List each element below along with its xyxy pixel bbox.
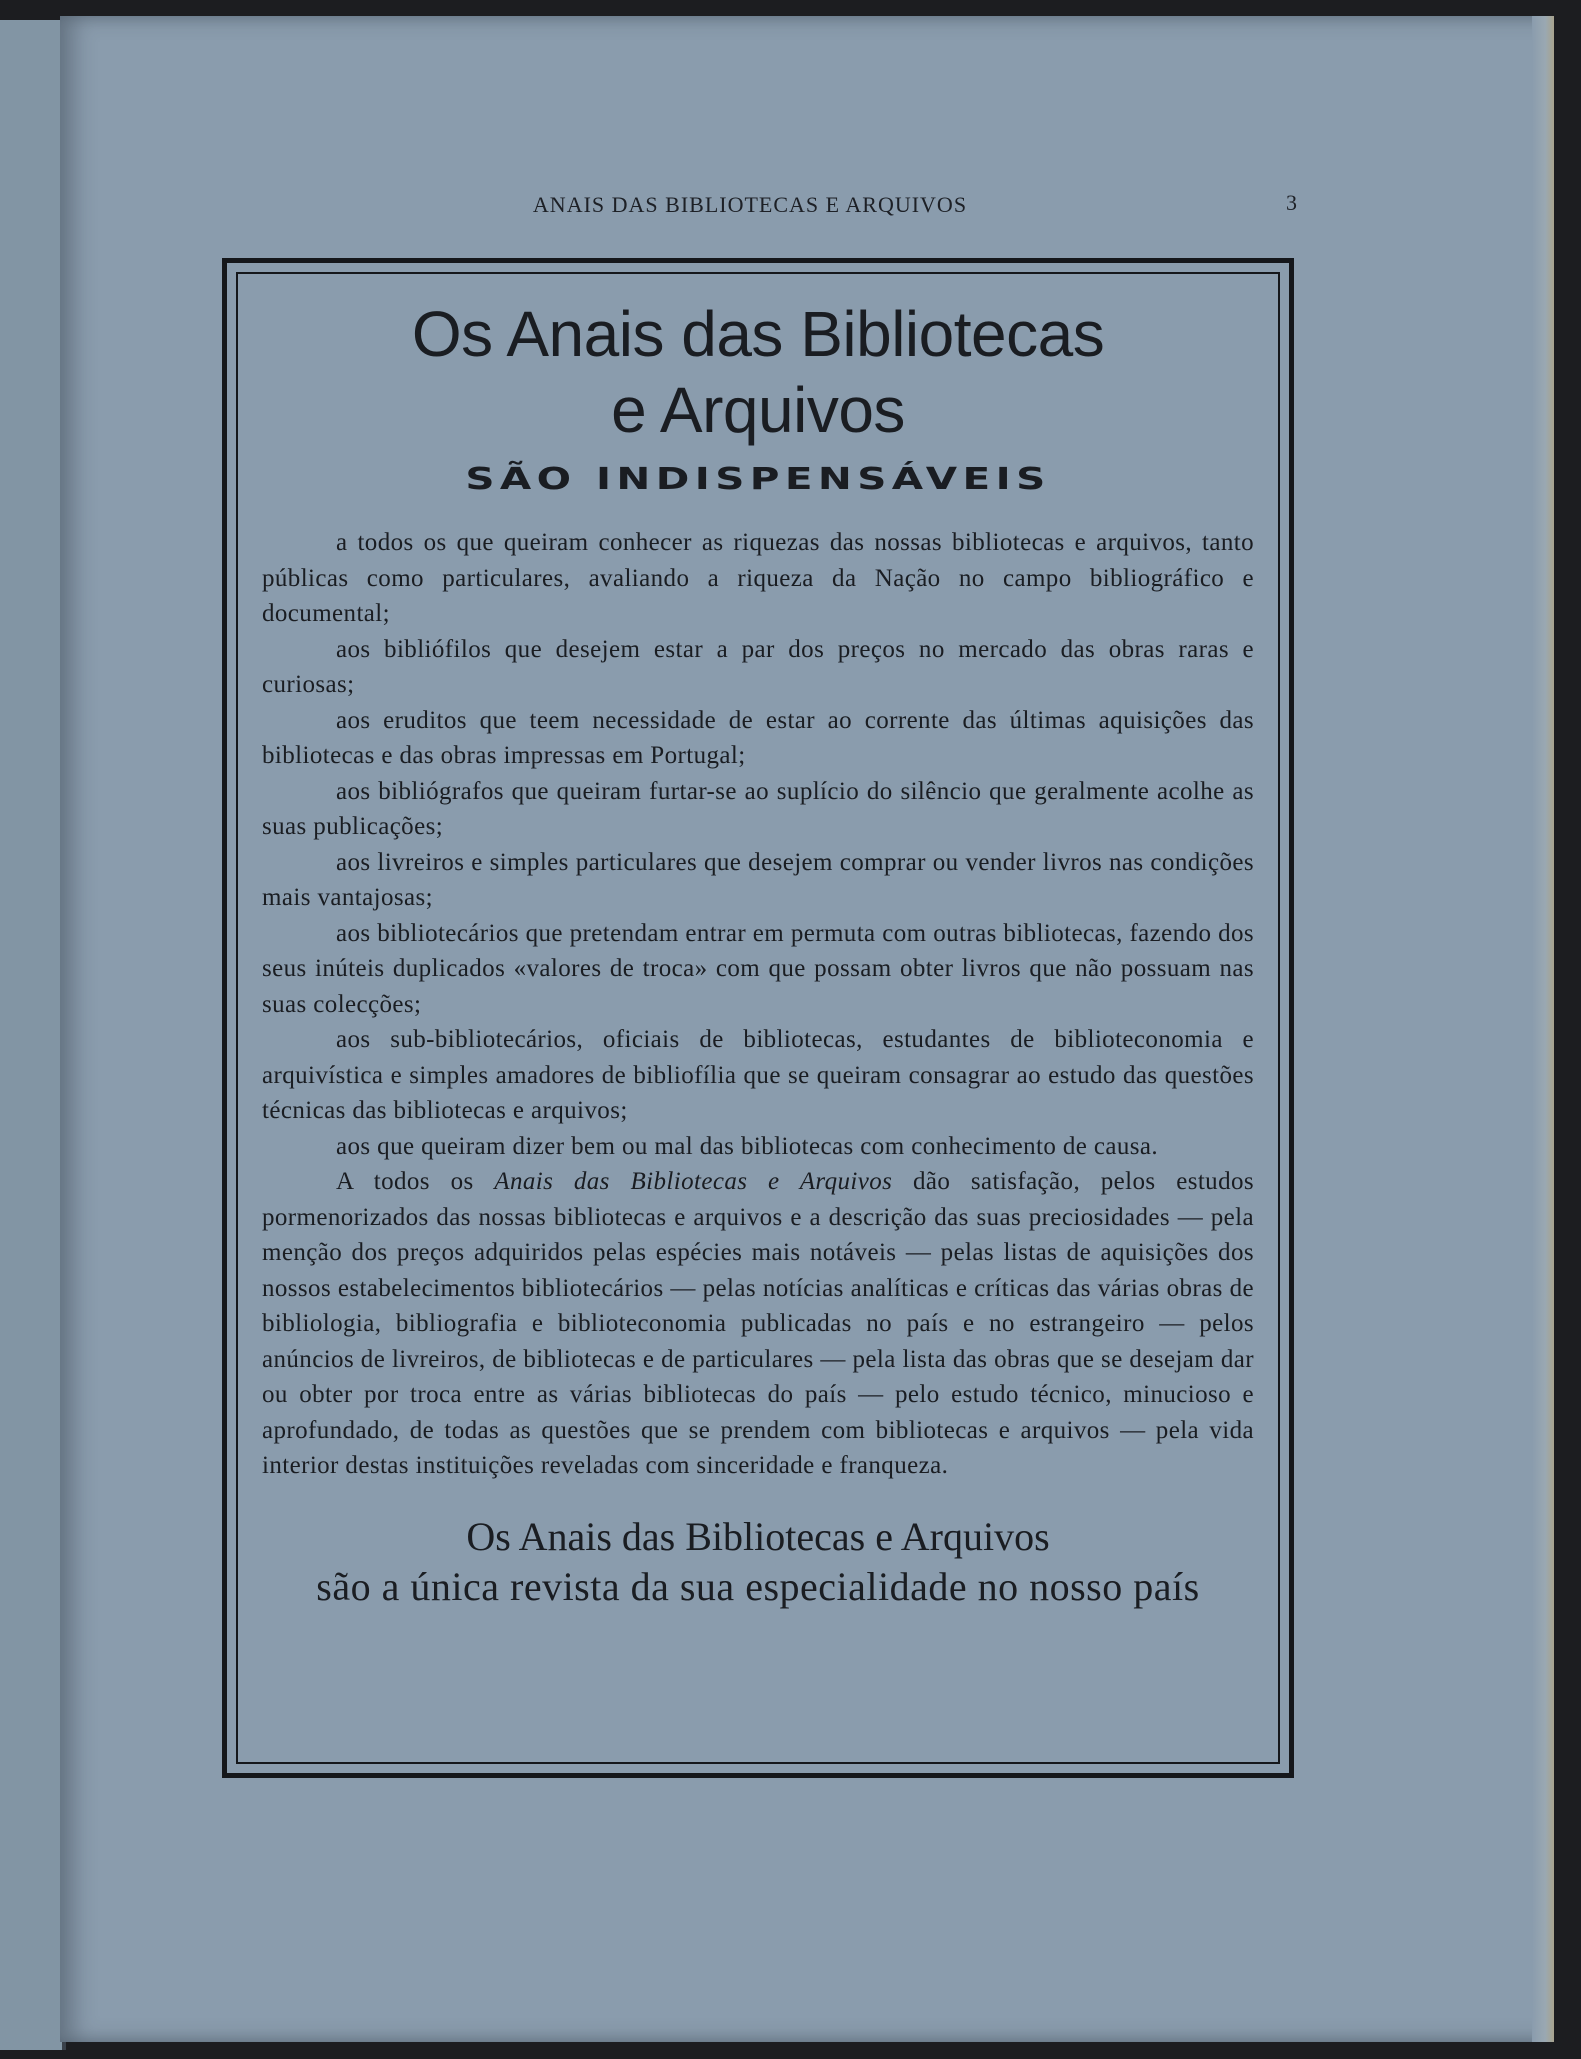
audience-paragraph: aos bibliógrafos que queiram furtar-se ao suplício do silêncio que geralmente acolhe as suas publicações; — [262, 777, 1254, 840]
audience-paragraph: aos que queiram dizer bem ou mal das bibliotecas com conhecimento de causa. — [336, 1132, 1159, 1160]
audience-paragraph: aos livreiros e simples particulares que desejem comprar ou vender livros nas condições mais vantajosas; — [262, 848, 1254, 911]
running-header: ANAIS DAS BIBLIOTECAS E ARQUIVOS — [532, 192, 968, 217]
closing-line1: Os Anais das Bibliotecas e Arquivos — [466, 1513, 1050, 1559]
summary-paragraph — [262, 1164, 1254, 1484]
audience-paragraph: aos eruditos que teem necessidade de estar ao corrente das últimas aquisições das bibliotecas e das obras impressas em Portugal; — [262, 706, 1254, 769]
journal-title-italic: Anais das Bibliotecas e Arquivos — [494, 1168, 893, 1195]
summary-lead: A todos os — [336, 1168, 474, 1195]
audience-paragraph: aos sub-bibliotecários, oficiais de bibliotecas, estudantes de biblioteconomia e arquivística e simples amadores de bibliofília que se queiram consagrar ao estudo das questões técnicas das bibliotecas e arquivos; — [262, 1026, 1254, 1124]
summary-body: dão satisfação, pelos estudos pormenorizados das nossas bibliotecas e arquivos e a descrição das suas preciosidades — pela menção dos preços adquiridos pelas espécies mais notáveis — pelas listas de aquisições dos nossos estabelecimentos bibliotecários — pelas notícias analíticas e críticas das várias obras de bibliologia, bibliografia e biblioteconomia publicadas no país e no estrangeiro — pelos anúncios de livreiros, de bibliotecas e de particulares — pela lista das obras que se desejam dar ou obter por troca entre as várias bibliotecas do país — pelo estudo técnico, minucioso e aprofundado, de todas as questões que se prendem com bibliotecas e arquivos — pela vida interior destas instituições reveladas com sinceridade e franqueza. — [262, 1168, 1254, 1479]
page-outer-edge — [1532, 16, 1554, 2042]
page-number: 3 — [1286, 190, 1297, 215]
audience-paragraph: aos bibliotecários que pretendam entrar em permuta com outras bibliotecas, fazendo dos seus inúteis duplicados «valores de troca» com que possam obter livros que não possuam nas suas colecções; — [262, 919, 1254, 1018]
audience-paragraph: aos bibliófilos que desejem estar a par dos preços no mercado das obras raras e curiosas; — [262, 635, 1254, 698]
advert-title-line1: Os Anais das Bibliotecas — [411, 298, 1105, 370]
audience-paragraph: a todos os que queiram conhecer as riquezas das nossas bibliotecas e arquivos, tanto públicas como particulares, avaliando a riqueza da Nação no campo bibliográfico e documental; — [262, 529, 1254, 627]
closing-statement — [262, 1512, 1254, 1612]
advert-title — [262, 296, 1254, 448]
closing-line2: são a única revista da sua especialidade no nosso país — [316, 1563, 1200, 1609]
facing-page-edge — [0, 20, 66, 2050]
advert-subtitle: SÃO INDISPENSÁVEIS — [465, 462, 1051, 497]
advert-content — [262, 296, 1254, 1612]
advert-title-line2: e Arquivos — [611, 374, 905, 446]
